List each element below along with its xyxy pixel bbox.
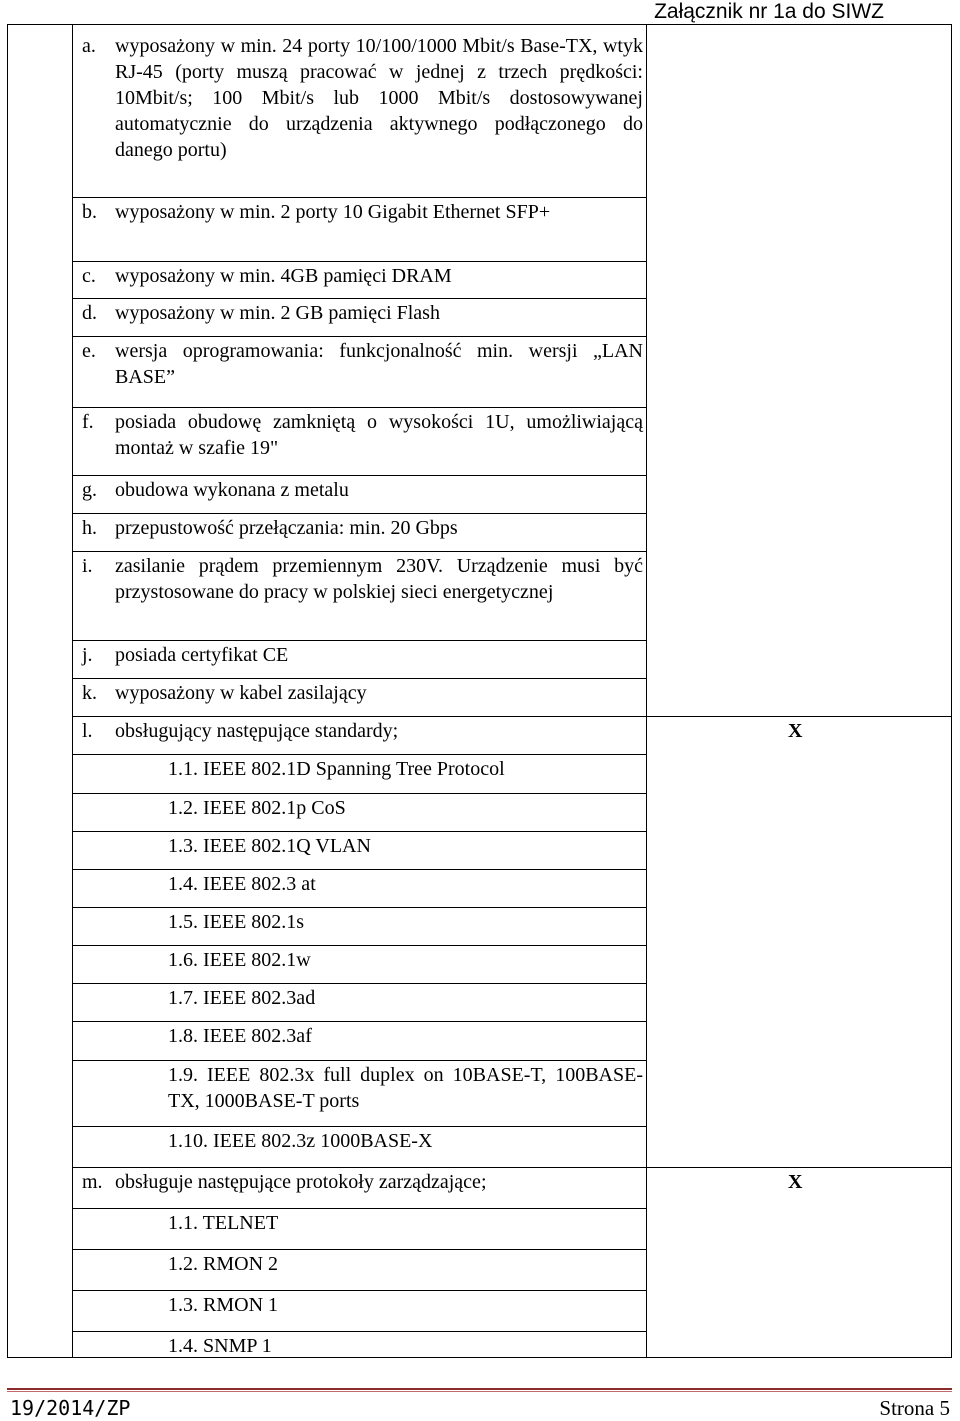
- item-letter: c.: [82, 265, 96, 287]
- row-divider: [72, 1060, 647, 1061]
- subitem-text: 1.5. IEEE 802.1s: [168, 911, 305, 933]
- page-number: Strona 5: [879, 1396, 950, 1420]
- row-divider: [72, 1208, 647, 1209]
- subitem-text: 1.6. IEEE 802.1w: [168, 949, 311, 971]
- row-divider: [72, 298, 647, 299]
- item-letter: d.: [82, 302, 97, 324]
- subitem-text: 1.2. IEEE 802.1p CoS: [168, 797, 346, 819]
- item-text: wyposażony w kabel zasilający: [115, 682, 367, 704]
- item-text: wyposażony w min. 24 porty 10/100/1000 Mbit/s Base-TX, wtyk RJ-45 (porty muszą pracować w jednej z trzech prędkości: 10Mbit/s; 100 Mbit/s lub 1000 Mbit/s dostosowywanej automatycznie do urządzenia aktywnego podłączonego do danego portu): [115, 35, 643, 161]
- item-text: posiada certyfikat CE: [115, 644, 289, 666]
- item-letter: g.: [82, 479, 97, 501]
- row-divider: [72, 831, 647, 832]
- subitem-text: 1.8. IEEE 802.3af: [168, 1025, 312, 1047]
- row-divider: [72, 1249, 647, 1250]
- row-divider: [72, 869, 647, 870]
- subitem-text: 1.4. IEEE 802.3 at: [168, 873, 316, 895]
- footer-rule-thin: [7, 1391, 952, 1392]
- row-divider: [72, 983, 647, 984]
- row-divider: [72, 640, 647, 641]
- item-text: obsługuje następujące protokoły zarządzające;: [115, 1171, 487, 1193]
- row-divider: [72, 197, 647, 198]
- item-letter: a.: [82, 35, 96, 57]
- item-text: wyposażony w min. 4GB pamięci DRAM: [115, 265, 452, 287]
- compliance-mark: X: [788, 720, 803, 742]
- item-text: przepustowość przełączania: min. 20 Gbps: [115, 517, 458, 539]
- subitem-text: 1.3. IEEE 802.1Q VLAN: [168, 835, 371, 857]
- item-text: wersja oprogramowania: funkcjonalność min. wersji „LAN BASE”: [115, 340, 643, 388]
- row-divider: [72, 1167, 951, 1168]
- attachment-note: Załącznik nr 1a do SIWZ: [654, 0, 884, 23]
- row-divider: [72, 1290, 647, 1291]
- compliance-mark: X: [788, 1171, 803, 1193]
- subitem-text: 1.9. IEEE 802.3x full duplex on 10BASE-T, 100BASE-TX, 1000BASE-T ports: [168, 1064, 643, 1112]
- row-divider: [72, 1331, 647, 1332]
- document-reference: 19/2014/ZP: [10, 1396, 131, 1420]
- subitem-text: 1.4. SNMP 1: [168, 1335, 272, 1357]
- item-text: wyposażony w min. 2 porty 10 Gigabit Ethernet SFP+: [115, 201, 551, 223]
- item-text: obudowa wykonana z metalu: [115, 479, 349, 501]
- item-text: zasilanie prądem przemiennym 230V. Urządzenie musi być przystosowane do pracy w polskiej sieci energetycznej: [115, 555, 643, 603]
- row-divider: [72, 793, 647, 794]
- subitem-text: 1.1. TELNET: [168, 1212, 279, 1234]
- row-divider: [72, 1021, 647, 1022]
- subitem-text: 1.2. RMON 2: [168, 1253, 279, 1275]
- item-text: obsługujący następujące standardy;: [115, 720, 399, 742]
- item-letter: j.: [82, 644, 93, 666]
- row-divider: [72, 513, 647, 514]
- subitem-text: 1.3. RMON 1: [168, 1294, 279, 1316]
- item-letter: b.: [82, 201, 97, 223]
- row-divider: [72, 907, 647, 908]
- column-divider-left: [72, 25, 73, 1357]
- item-text: posiada obudowę zamkniętą o wysokości 1U, umożliwiającą montaż w szafie 19": [115, 411, 643, 459]
- item-letter: e.: [82, 340, 96, 362]
- column-divider-right: [646, 25, 647, 1357]
- item-letter: i.: [82, 555, 93, 577]
- item-letter: h.: [82, 517, 97, 539]
- footer-rule: [7, 1388, 952, 1390]
- row-divider: [72, 475, 647, 476]
- item-text: wyposażony w min. 2 GB pamięci Flash: [115, 302, 440, 324]
- row-divider: [72, 1126, 647, 1127]
- row-divider: [72, 716, 951, 717]
- row-divider: [72, 261, 647, 262]
- row-divider: [72, 336, 647, 337]
- item-letter: l.: [82, 720, 93, 742]
- row-divider: [72, 945, 647, 946]
- row-divider: [72, 754, 647, 755]
- item-letter: f.: [82, 411, 94, 433]
- row-divider: [72, 551, 647, 552]
- spec-table: [7, 24, 952, 1358]
- item-letter: m.: [82, 1171, 103, 1193]
- row-divider: [72, 678, 647, 679]
- subitem-text: 1.1. IEEE 802.1D Spanning Tree Protocol: [168, 758, 505, 780]
- row-divider: [72, 407, 647, 408]
- item-letter: k.: [82, 682, 97, 704]
- subitem-text: 1.10. IEEE 802.3z 1000BASE-X: [168, 1130, 433, 1152]
- subitem-text: 1.7. IEEE 802.3ad: [168, 987, 316, 1009]
